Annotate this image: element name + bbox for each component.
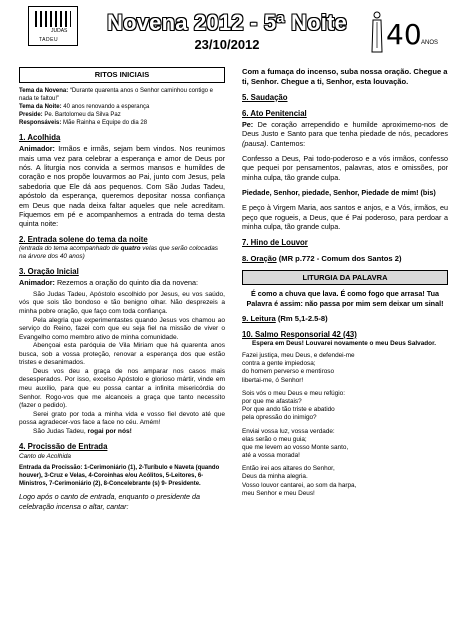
- psalm-line: pela opressão do inimigo?: [242, 414, 317, 422]
- psalm-line: até a vossa morada!: [242, 452, 300, 460]
- confesso-text: Confesso a Deus, Pai todo-poderoso e a vós irmãos, confesso que pequei por pensamentos, palavras, atos e omissões, por minha culpa, tão grande culpa.: [242, 154, 448, 182]
- psalm-line: meu Senhor e meu Deus!: [242, 489, 315, 497]
- psalm-line: elas serão o meu guia;: [242, 435, 307, 443]
- right-column: [242, 67, 448, 498]
- prayer-paragraph: Deus vos deu a graça de nos amparar nos casos mais desesperados. Por isso, excelso Apóstolo e glorioso mártir, vinde em meu auxílio, para que eu possa cantar a infinita misericórdia do Senhor. Rogo-vos que me alcanceis a graça que tanto necessito (fazer o pedido).: [19, 367, 225, 410]
- page-date: 23/10/2012: [194, 37, 260, 52]
- psalm-line: Deus da minha alegria.: [242, 473, 308, 481]
- heading-entrada-tema: 2. Entrada solene do tema da noite: [19, 234, 148, 244]
- anniversary-number: 40: [386, 18, 422, 51]
- psalm-line: Por que ando tão triste e abatido: [242, 406, 335, 414]
- oracao-inicial-text: Animador: Rezemos a oração do quinto dia da novena:: [19, 278, 198, 288]
- intro-preside: Preside: Pe. Bartolomeu da Silva Paz: [19, 112, 121, 119]
- left-column: [19, 67, 225, 511]
- procissao-order: Entrada da Procissão: 1-Cerimoniário (1), 2-Turíbulo e Naveta (quando houver), 3-Cruz e Velas, 4-Coroinhas e/ou Acólitos, 5-Leitores, 6-Ministros, 7-Cerimoniário (2), 8-Concelebrante (s) 9- Presidente.: [19, 464, 220, 488]
- psalm-line: por que me afastais?: [242, 397, 302, 405]
- section-liturgia-palavra: LITURGIA DA PALAVRA: [242, 270, 448, 286]
- leitura-line: 9. Leitura (Rm 5,1-2.5-8): [242, 314, 328, 324]
- intro-tema-noite: Tema da Noite: 40 anos renovando a esperança: [19, 103, 150, 110]
- procissao-subtitle: Canto de Acolhida: [19, 452, 71, 460]
- peco-text: E peço à Virgem Maria, aos santos e anjos, e a Vós, irmãos, eu peço que rogueis, a Deus, que é Pai poderoso, para perdoar a minha culpa, tão grande culpa.: [242, 203, 448, 232]
- prayer-closing: São Judas Tadeu, rogai por nós!: [33, 427, 132, 435]
- oracao-line: 8. Oração (MR p.772 - Comum dos Santos 2): [242, 253, 402, 263]
- prayer-paragraph: Abençoai esta paróquia de Vila Miriam que há quarenta anos busca, sob a vossa proteção, renovar a esperança dos que estão tristes e desanimados.: [19, 342, 225, 367]
- prayer-paragraph: São Judas Tadeu, Apóstolo escolhido por Jesus, eu vos saúdo, vós que sois tão bondoso e tão benigno olhar. Não desprezeis a minha pobre oração, que faço com toda confiança.: [19, 290, 225, 315]
- heading-ato-penitencial: 6. Ato Penitencial: [242, 108, 307, 118]
- section-ritos-iniciais: RITOS INICIAIS: [19, 67, 225, 83]
- heading-procissao: 4. Procissão de Entrada: [19, 442, 108, 452]
- psalm-line: do homem perverso e mentiroso: [242, 368, 334, 376]
- psalm-line: Então irei aos altares do Senhor,: [242, 465, 335, 473]
- heading-salmo: 10. Salmo Responsorial 42 (43): [242, 329, 357, 339]
- psalm-line: Sois vós o meu Deus e meu refúgio:: [242, 389, 346, 397]
- heading-acolhida: 1. Acolhida: [19, 133, 61, 143]
- psalm-line: libertai-me, ó Senhor!: [242, 376, 304, 384]
- logo-text-top: JUDAS: [51, 28, 68, 34]
- procissao-note: Logo após o canto de entrada, enquanto o presidente da celebração incensa o altar, cantar:: [19, 492, 201, 511]
- incenso-song: Com a fumaça do incenso, suba nossa oração. Chegue a ti, Senhor. Chegue a ti, Senhor, esta louvação.: [242, 67, 448, 86]
- psalm-verses: [242, 352, 448, 498]
- anniversary-logo: [366, 8, 446, 58]
- page-title: Novena 2012 - 5ª Noite: [107, 10, 347, 35]
- psalm-line: Vosso louvor cantarei, ao som da harpa,: [242, 481, 357, 489]
- piedade-text: Piedade, Senhor, piedade, Senhor, Piedade de mim! (bis): [242, 188, 436, 198]
- entrada-tema-text: (entrada do tema acompanhado de quatro velas que serão colocadas na árvore dos 40 anos): [19, 244, 218, 261]
- anniversary-label: ANOS: [421, 40, 439, 46]
- acolhida-text: Animador: Irmãos e irmãs, sejam bem vindos. Nos reunimos mais uma vez para celebrar a esperança e amor de Deus por nós. A liturgia nos convida a sermos mansos e humildes de coração e nos propõe louvarmos ao Pai, junto com Jesus, pela sabedoria que Ele dá aos pequenos. Com São Judas Tadeu, apóstolo da esperança, queremos depositar nossa confiança em Deus que nada deixa faltar aqueles que nele acreditam. Fiquemos em pé e acompanhemos a entrada do tema desta quinta noite:: [19, 144, 226, 229]
- logo-text-bottom: TADEU: [39, 37, 59, 43]
- intro-responsaveis: Responsáveis: Mãe Rainha e Equipe do dia 28: [19, 120, 148, 127]
- salmo-response: Espera em Deus! Louvarei novamente o meu Deus Salvador.: [252, 340, 436, 347]
- prayer-paragraph: Serei grato por toda a minha vida e vosso fiel devoto até que possa agradecer-vos face a face no céu. Amém!: [19, 410, 225, 427]
- heading-oracao-inicial: 3. Oração Inicial: [19, 267, 79, 277]
- psalm-line: Fazei justiça, meu Deus, e defendei-me: [242, 352, 355, 359]
- saint-figure-icon: [370, 10, 384, 54]
- intro-block: [19, 87, 225, 127]
- heading-hino-louvor: 7. Hino de Louvor: [242, 237, 308, 247]
- psalm-line: contra a gente impiedosa;: [242, 360, 316, 368]
- prayer-paragraph: Pela alegria que experimentastes quando Jesus vos chamou ao serviço do Reino, fazei com que eu seja fiel na missão de viver o Evangelho como membro ativo de minha comunidade.: [19, 316, 225, 341]
- chuva-song: É como a chuva que lava. É como fogo que arrasa! Tua Palavra é assim: não passa por mim sem deixar um sinal!: [246, 289, 444, 308]
- prayer-block: [19, 291, 225, 437]
- psalm-line: Enviai vossa luz, vossa verdade:: [242, 427, 335, 435]
- logo-columns-icon: [35, 11, 71, 27]
- intro-tema-novena: Tema da Novena: “Durante quarenta anos o Senhor caminhou contigo e nada te faltou!”: [19, 87, 214, 102]
- psalm-line: que me levem ao vosso Monte santo,: [242, 443, 349, 451]
- parish-logo: [28, 6, 78, 46]
- heading-saudacao: 5. Saudação: [242, 92, 288, 102]
- ato-penitencial-text: Pe: De coração arrependido e humilde aproximemo-nos de Deus Justo e Santo para que tenha piedade de nós, pecadores (pausa). Cantemos:: [242, 119, 449, 148]
